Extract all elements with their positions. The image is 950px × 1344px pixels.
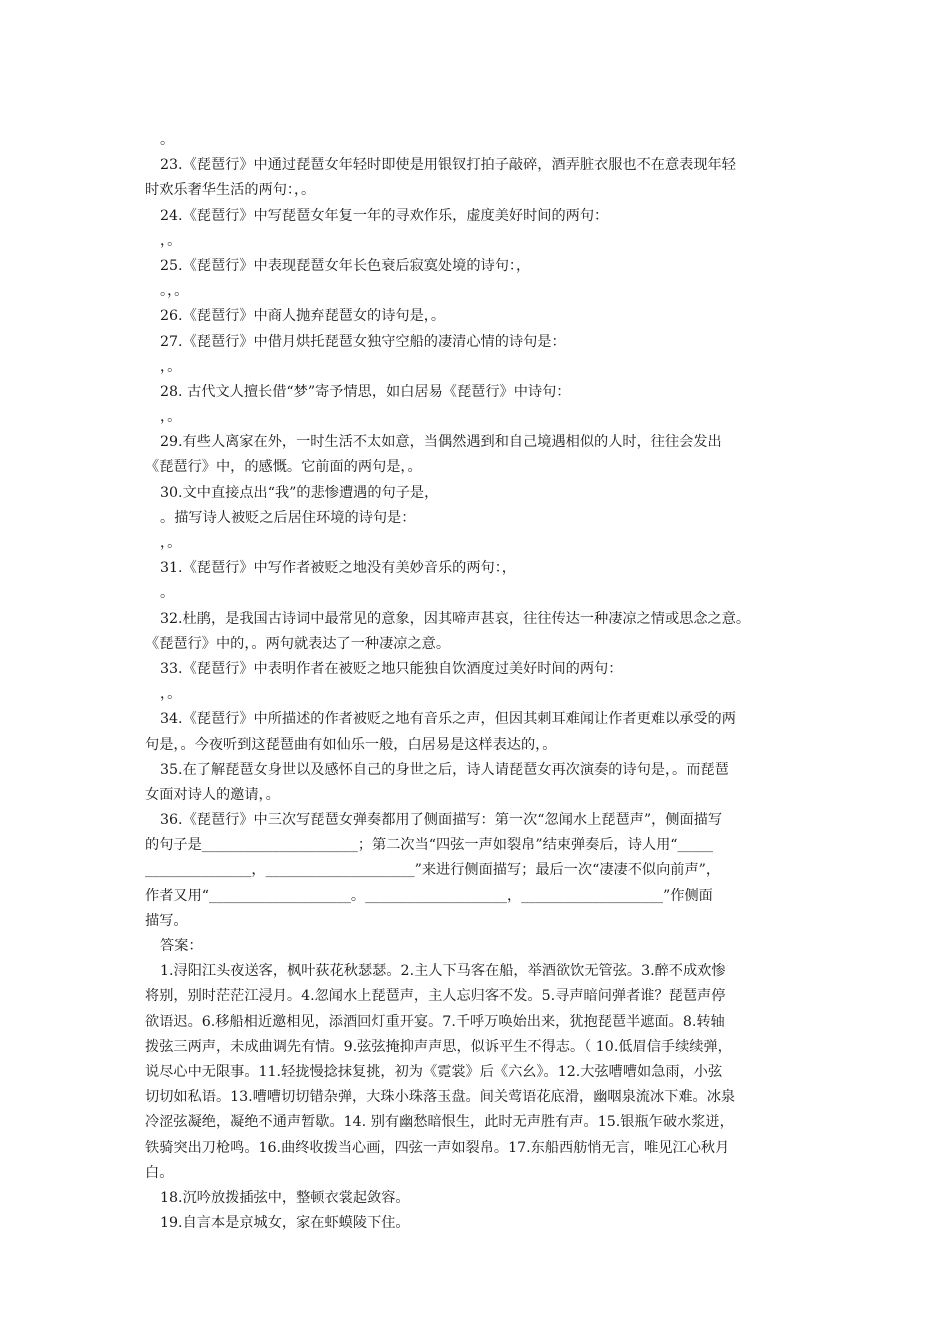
text-line: 1.浔阳江头夜送客，枫叶荻花秋瑟瑟。2.主人下马客在船，举酒欲饮无管弦。3.醉不成欢惨 bbox=[160, 963, 726, 980]
text-line: 27.《琵琶行》中借月烘托琵琶女独守空船的凄清心情的诗句是： bbox=[160, 333, 566, 350]
text-line: 时欢乐奢华生活的两句：，。 bbox=[145, 182, 316, 199]
text-line: 白。 bbox=[145, 1164, 174, 1181]
text-line: 说尽心中无限事。11.轻拢慢捻抹复挑，初为《霓裳》后《六幺》。12.大弦嘈嘈如急雨，小弦 bbox=[145, 1063, 723, 1080]
document-page bbox=[145, 128, 815, 1236]
text-line: ，。 bbox=[160, 358, 182, 375]
text-line: 冷涩弦凝绝，凝绝不通声暂歇。14. 别有幽愁暗恨生，此时无声胜有声。15.银瓶乍破水浆迸， bbox=[145, 1114, 734, 1131]
text-line: 作者又用“____________________。____________________，____________________”作侧面 bbox=[145, 887, 713, 904]
text-line: ，。 bbox=[160, 535, 182, 551]
text-line: ，。 bbox=[160, 232, 182, 249]
text-line: 36.《琵琶行》中三次写琵琶女弹奏都用了侧面描写：第一次“忽闻水上琵琶声”，侧面描写 bbox=[160, 812, 723, 829]
text-line: 句是，。今夜听到这琵琶曲有如仙乐一般，白居易是这样表达的，。 bbox=[145, 736, 557, 753]
text-line: 24.《琵琶行》中写琵琶女年复一年的寻欢作乐，虚度美好时间的两句： bbox=[160, 207, 609, 224]
text-line: 25.《琵琶行》中表现琵琶女年长色衰后寂寞处境的诗句：， bbox=[160, 257, 531, 274]
text-line: 26.《琵琶行》中商人抛弃琵琶女的诗句是，。 bbox=[160, 308, 446, 325]
text-line: 29.有些人离家在外，一时生活不太如意，当偶然遇到和自己境遇相似的人时，往往会发出 bbox=[160, 434, 722, 451]
text-line: 。 bbox=[160, 585, 175, 602]
text-line: 30.文中直接点出“我”的悲惨遭遇的句子是， bbox=[160, 484, 439, 501]
text-line: 32.杜鹃，是我国古诗词中最常见的意象，因其啼声甚哀，往往传达一种凄凉之情或思念之意。 bbox=[160, 610, 751, 627]
text-line: ，。 bbox=[160, 409, 182, 426]
text-line: 《琵琶行》中的，。两句就表达了一种凄凉之意。 bbox=[145, 635, 451, 652]
text-line: 28. 古代文人擅长借“梦”寄予情思，如白居易《琵琶行》中诗句： bbox=[160, 383, 571, 400]
text-line: 拨弦三两声，未成曲调先有情。9.弦弦掩抑声声思，似诉平生不得志。（ 10.低眉信手续续弹， bbox=[145, 1038, 732, 1055]
text-line: 女面对诗人的邀请，。 bbox=[145, 786, 280, 803]
text-line: 欲语迟。6.移船相近邀相见，添酒回灯重开宴。7.千呼万唤始出来，犹抱琵琶半遮面。8.转轴 bbox=[145, 1013, 725, 1030]
text-line: 33.《琵琶行》中表明作者在被贬之地只能独自饮酒度过美好时间的两句： bbox=[160, 660, 623, 677]
text-line: 35.在了解琵琶女身世以及感怀自己的身世之后，诗人请琵琶女再次演奏的诗句是，。而琵琶 bbox=[160, 761, 729, 778]
text-line: 。 bbox=[160, 132, 175, 148]
text-line: 23.《琵琶行》中通过琵琶女年轻时即使是用银钗打拍子敲碎，酒弄脏衣服也不在意表现年轻 bbox=[160, 157, 736, 174]
text-line: ，。 bbox=[160, 686, 182, 703]
text-line: 。描写诗人被贬之后居住环境的诗句是： bbox=[160, 509, 416, 526]
text-line: 将别，别时茫茫江浸月。4.忽闻水上琵琶声，主人忘归客不发。5.寻声暗问弹者谁？琵琶声停 bbox=[145, 988, 726, 1005]
text-line: _______________，_____________________”来进行侧面描写；最后一次“凄凄不似向前声”， bbox=[145, 862, 721, 879]
text-line: 的句子是______________________；第二次当“四弦一声如裂帛”结束弹奏后，诗人用“_____ bbox=[145, 837, 713, 854]
text-line: 《琵琶行》中，的感慨。它前面的两句是，。 bbox=[145, 459, 422, 476]
text-line: 18.沉吟放拨插弦中，整顿衣裳起敛容。 bbox=[160, 1189, 410, 1206]
text-line: 19.自言本是京城女，家在虾蟆陵下住。 bbox=[160, 1215, 410, 1232]
text-line: 描写。 bbox=[145, 912, 188, 929]
text-line: 切切如私语。13.嘈嘈切切错杂弹，大珠小珠落玉盘。间关莺语花底滑，幽咽泉流冰下难。冰泉 bbox=[145, 1089, 736, 1106]
text-line: 铁骑突出刀枪鸣。16.曲终收拨当心画，四弦一声如裂帛。17.东船西舫悄无言，唯见江心秋月 bbox=[145, 1139, 730, 1156]
text-line: 34.《琵琶行》中所描述的作者被贬之地有音乐之声，但因其刺耳难闻让作者更难以承受的两 bbox=[160, 711, 736, 728]
text-line: 答案： bbox=[160, 938, 203, 954]
text-line: 。，。 bbox=[160, 283, 189, 300]
text-line: 31.《琵琶行》中写作者被贬之地没有美妙音乐的两句：， bbox=[160, 560, 516, 577]
